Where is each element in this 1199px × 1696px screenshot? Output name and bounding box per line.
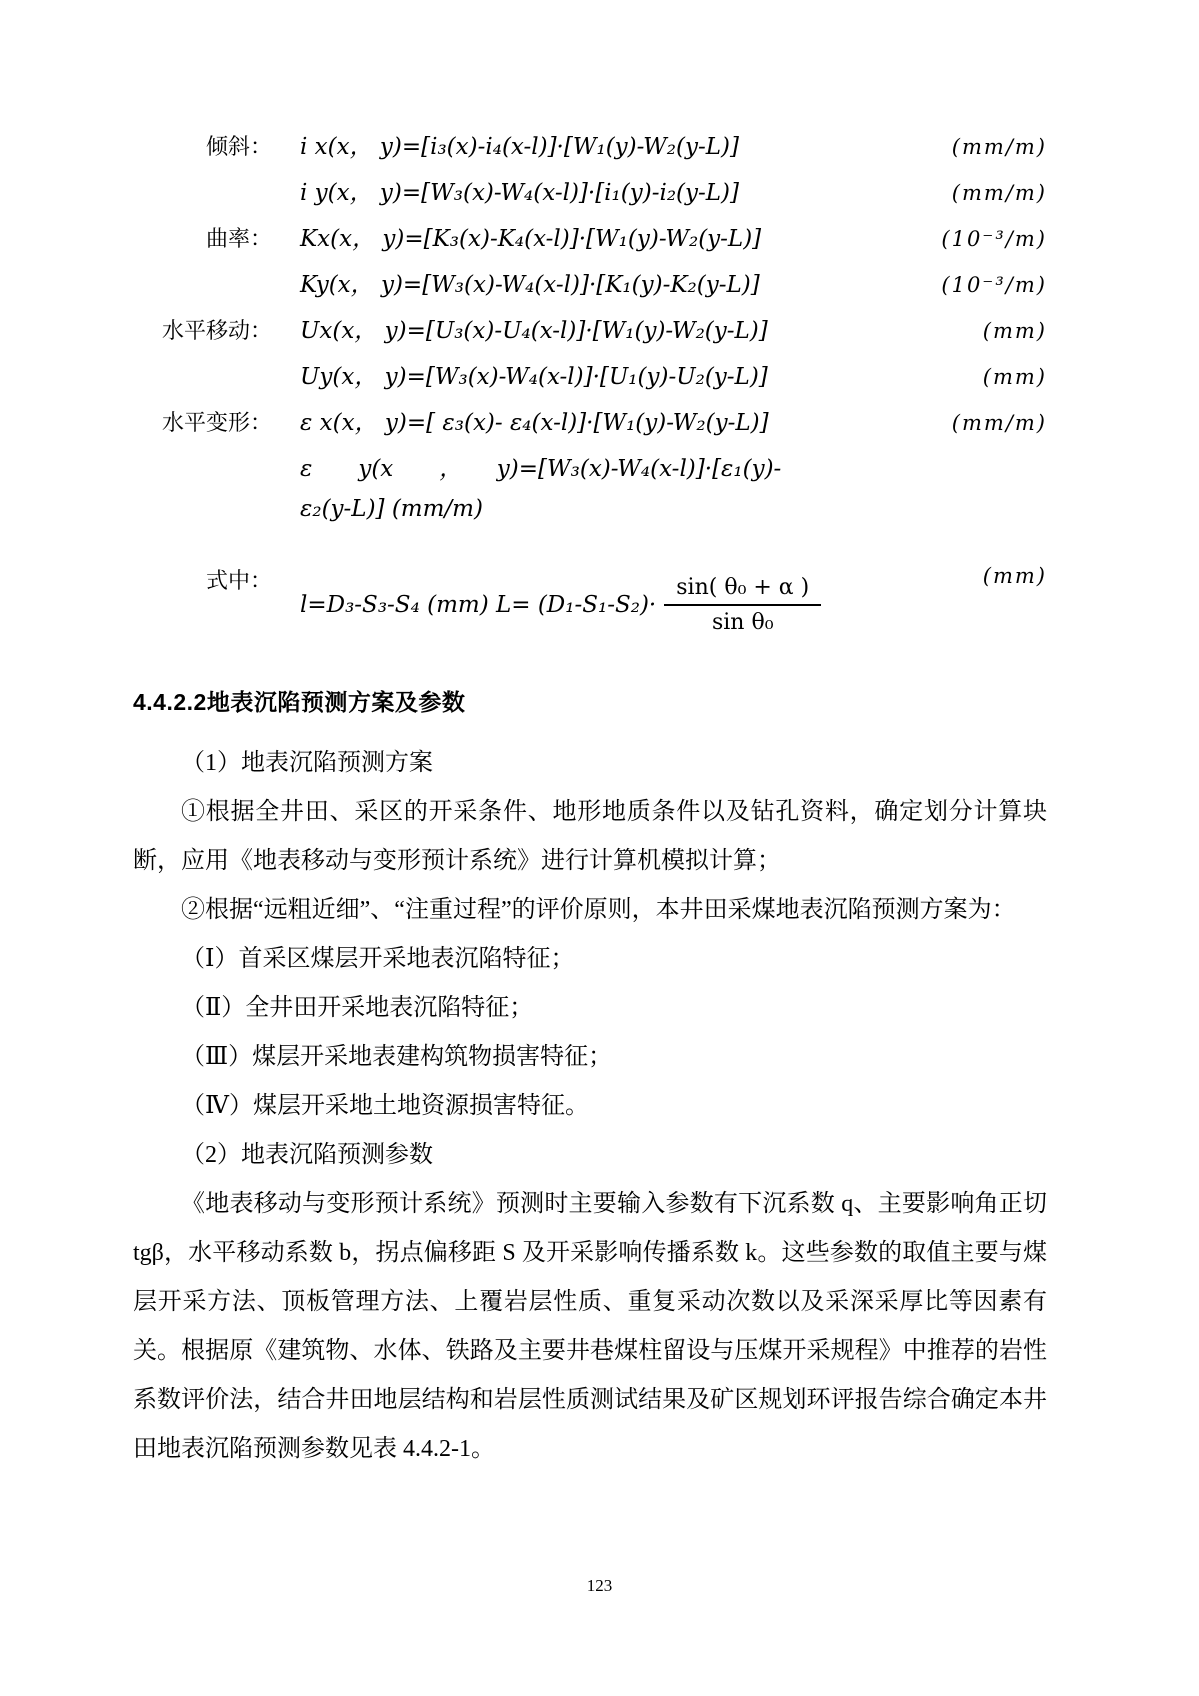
formula-expression: i y(x， y)=[W₃(x)-W₄(x-l)]·[i₁(y)-i₂(y-L)] (300, 180, 739, 206)
formula-where-prefix: l=D₃-S₃-S₄ (mm) L= (D₁-S₁-S₂)· (300, 592, 657, 618)
formula-row (133, 312, 1047, 358)
body-text (133, 739, 1047, 1474)
formula-label: 水平移动： (161, 318, 272, 343)
formula-unit: (mm/m) (951, 181, 1047, 205)
fraction-numerator: sin( θ₀ + α ) (664, 575, 821, 606)
formula-row (133, 128, 1047, 174)
formula-unit: (mm/m) (951, 135, 1047, 159)
formula-row (133, 404, 1047, 450)
paragraph: （1）地表沉陷预测方案 (181, 750, 433, 776)
paragraph: （2）地表沉陷预测参数 (181, 1142, 433, 1168)
formula-unit: (10⁻³/m) (941, 227, 1047, 251)
formula-where-expression (300, 550, 821, 646)
formula-expression: ε x(x， y)=[ ε₃(x)- ε₄(x-l)]·[W₁(y)-W₂(y-L)] (300, 410, 769, 436)
paragraph: ①根据全井田、采区的开采条件、地形地质条件以及钻孔资料，确定划分计算块断，应用《地表移动与变形预计系统》进行计算机模拟计算； (133, 799, 1047, 874)
fraction-denominator: sin θ₀ (711, 610, 774, 635)
formula-unit: (mm) (982, 365, 1047, 389)
paragraph: （Ⅳ）煤层开采地土地资源损害特征。 (181, 1093, 589, 1119)
formula-where-unit: (mm) (982, 564, 1047, 588)
formula-unit: (mm/m) (951, 411, 1047, 435)
page-number: 123 (586, 1576, 613, 1595)
formula-row (133, 174, 1047, 220)
paragraph: ②根据“远粗近细”、“注重过程”的评价原则，本井田采煤地表沉陷预测方案为： (181, 897, 1016, 923)
paragraph: （Ⅲ）煤层开采地表建构筑物损害特征； (181, 1044, 613, 1070)
formula-row (133, 220, 1047, 266)
formula-where-label: 式中： (205, 568, 272, 593)
formula-row (133, 496, 1047, 542)
formula-block (133, 128, 1047, 542)
formula-row (133, 358, 1047, 404)
formula-expression: Ux(x， y)=[U₃(x)-U₄(x-l)]·[W₁(y)-W₂(y-L)] (300, 318, 768, 344)
formula-label: 曲率： (205, 226, 272, 251)
formula-unit: (10⁻³/m) (941, 273, 1047, 297)
paragraph: （Ⅱ）全井田开采地表沉陷特征； (181, 995, 534, 1021)
fraction (664, 575, 821, 635)
formula-expression: ε₂(y-L)] (mm/m) (300, 496, 483, 522)
section-heading: 4.4.2.2地表沉陷预测方案及参数 (133, 689, 466, 715)
formula-expression: Ky(x， y)=[W₃(x)-W₄(x-l)]·[K₁(y)-K₂(y-L)] (300, 272, 760, 298)
formula-where-row (133, 550, 1047, 646)
formula-expression: Uy(x， y)=[W₃(x)-W₄(x-l)]·[U₁(y)-U₂(y-L)] (300, 364, 768, 390)
paragraph: 《地表移动与变形预计系统》预测时主要输入参数有下沉系数 q、主要影响角正切 tgβ，水平移动系数 b，拐点偏移距 S 及开采影响传播系数 k。这些参数的取值主要与煤层开采方法、顶板管理方法、上覆岩层性质、重复采动次数以及采深采厚比等因素有关。根据原《建筑物、水体、铁路及主要井巷煤柱留设与压煤开采规程》中推荐的岩性系数评价法，结合井田地层结构和岩层性质测试结果及矿区规划环评报告综合确定本井田地表沉陷预测参数见表 4.4.2-1。 (133, 1191, 1047, 1462)
formula-expression: ε y(x ， y)=[W₃(x)-W₄(x-l)]·[ε₁(y)- (300, 456, 782, 482)
formula-unit: (mm) (982, 319, 1047, 343)
formula-row (133, 450, 1047, 496)
paragraph: （Ⅰ）首采区煤层开采地表沉陷特征； (181, 946, 575, 972)
formula-row (133, 266, 1047, 312)
formula-label: 水平变形： (161, 410, 272, 435)
formula-expression: i x(x， y)=[i₃(x)-i₄(x-l)]·[W₁(y)-W₂(y-L)] (300, 134, 739, 160)
formula-expression: Kx(x， y)=[K₃(x)-K₄(x-l)]·[W₁(y)-W₂(y-L)] (300, 226, 762, 252)
formula-label: 倾斜： (205, 134, 272, 159)
